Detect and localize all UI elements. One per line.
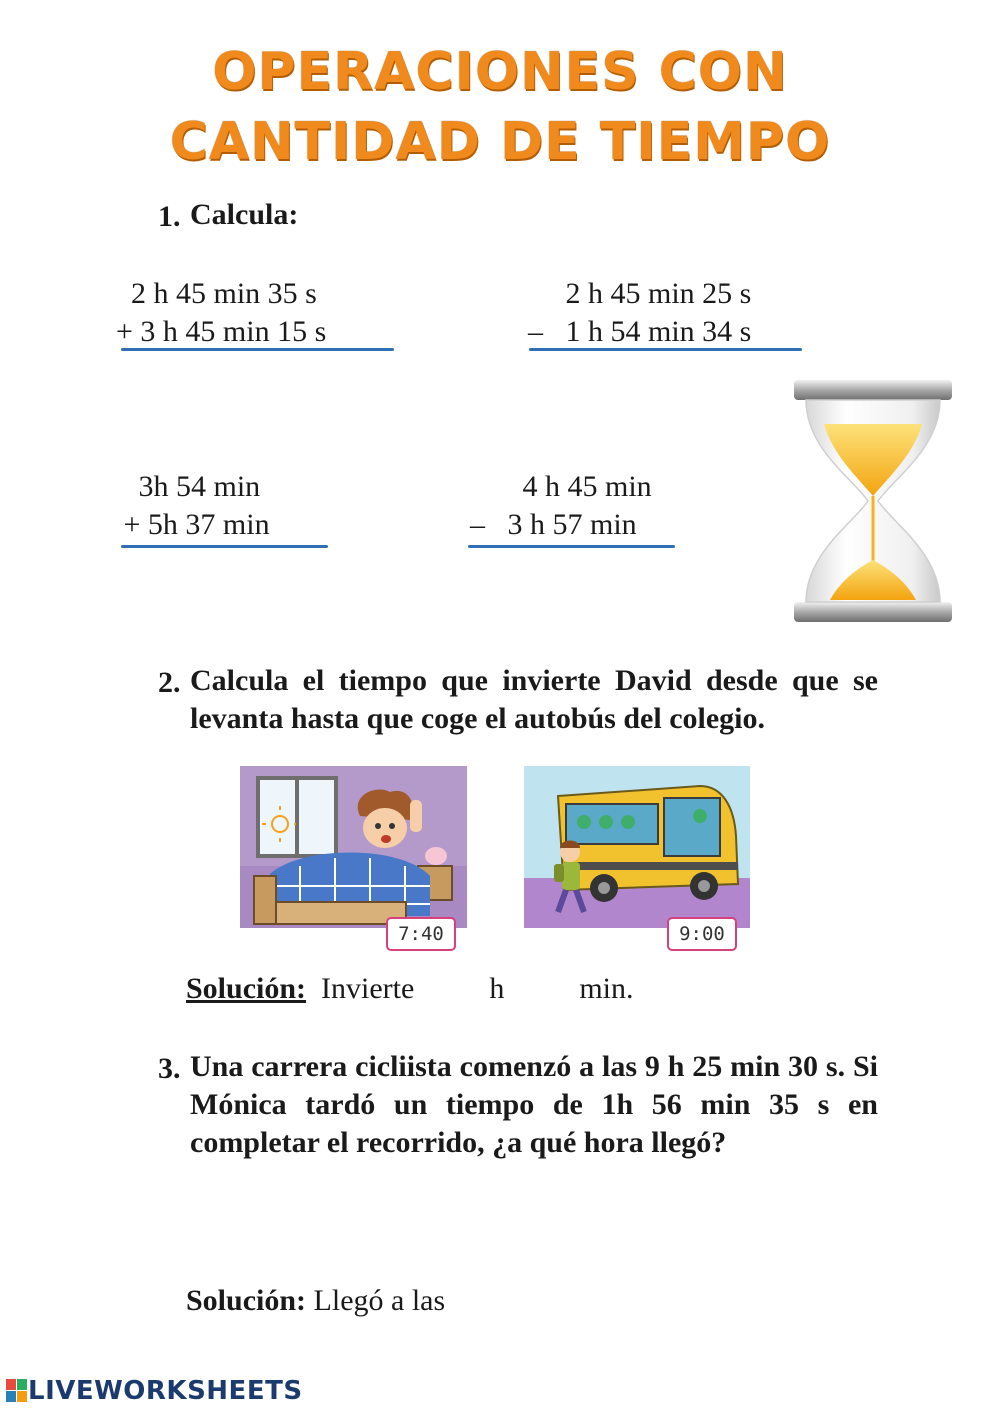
title-line-1: OPERACIONES CON — [212, 42, 788, 102]
boy-waking-up-picture — [240, 766, 467, 928]
q3-text: Una carrera cicliista comenzó a las 9 h 25 min 30 s. Si Mónica tardó un tiempo de 1h 56 min 35 s en completar el recorrido, ¿a qué hora llegó? — [190, 1050, 878, 1159]
q2-number: 2. — [158, 666, 181, 699]
q3-number: 3. — [158, 1052, 181, 1085]
q1-text: Calcula: — [190, 198, 299, 231]
q2-solution-text: Invierte h min. — [306, 972, 634, 1005]
op2-line2: – 1 h 54 min 34 s — [528, 315, 752, 348]
q2-solution-label: Solución: — [186, 972, 307, 1005]
q1-number: 1. — [158, 200, 181, 233]
liveworksheets-logo-icon — [6, 1379, 28, 1403]
op2-underline — [529, 348, 802, 351]
bus-clock: 9:00 — [667, 917, 737, 951]
q3-solution-label: Solución: — [186, 1284, 307, 1317]
op3-line1: 3h 54 min — [116, 470, 261, 503]
op3-line2: + 5h 37 min — [116, 508, 270, 541]
op4-line2: – 3 h 57 min — [470, 508, 637, 541]
hourglass-icon — [792, 378, 954, 624]
q3-solution — [186, 1284, 445, 1318]
op3-underline — [121, 545, 328, 548]
op1-underline — [121, 348, 394, 351]
q3-solution-text: Llegó a las — [306, 1284, 446, 1317]
title-line-2: CANTIDAD DE TIEMPO — [169, 112, 831, 172]
q2-solution — [186, 972, 633, 1006]
op1-line2: + 3 h 45 min 15 s — [116, 315, 327, 348]
wake-up-clock: 7:40 — [386, 917, 456, 951]
liveworksheets-logo-text: LIVEWORKSHEETS — [28, 1376, 303, 1406]
boy-bus-picture — [524, 766, 750, 928]
op2-line1: 2 h 45 min 25 s — [528, 277, 752, 310]
op1-line1: 2 h 45 min 35 s — [116, 277, 317, 310]
op4-underline — [468, 545, 675, 548]
liveworksheets-logo — [6, 1376, 303, 1406]
op4-line1: 4 h 45 min — [470, 470, 652, 503]
q2-text: Calcula el tiempo que invierte David desde que se levanta hasta que coge el autobús del colegio. — [190, 664, 878, 735]
